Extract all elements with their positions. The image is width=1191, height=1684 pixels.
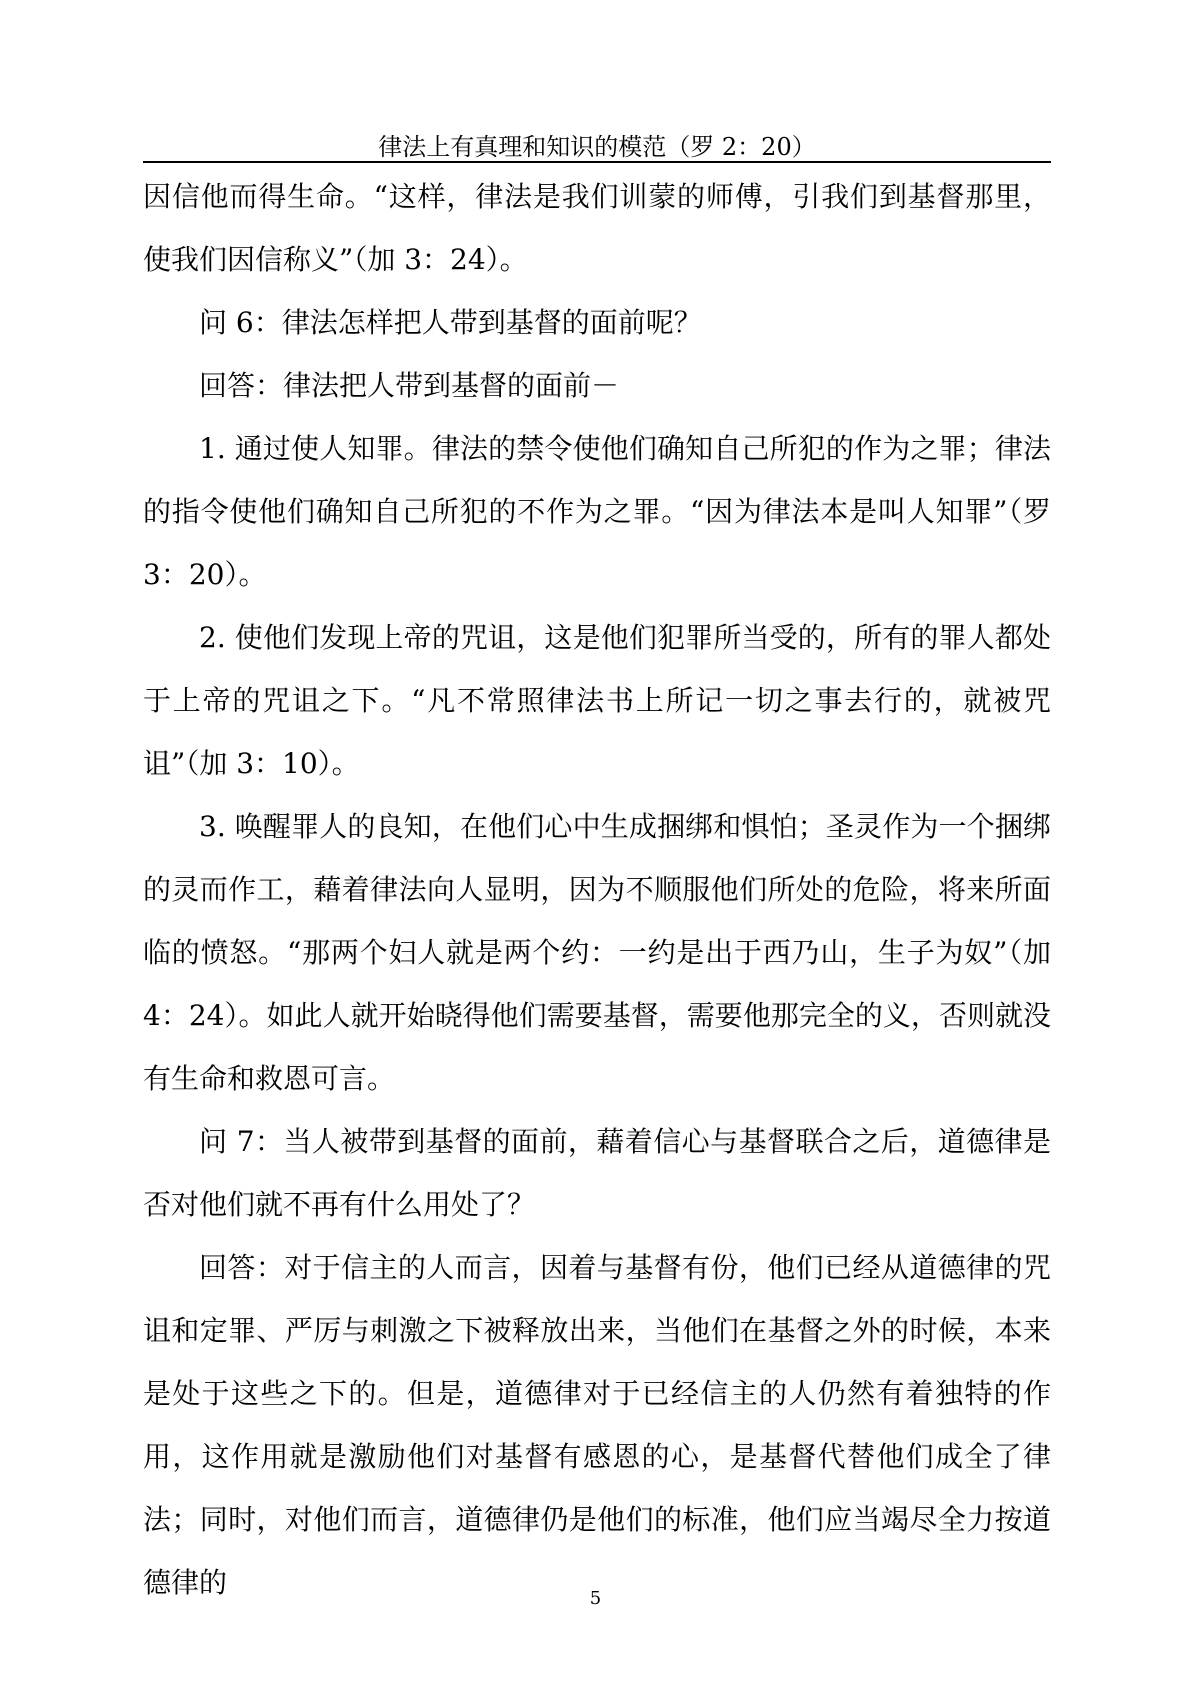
page-header-title: 律法上有真理和知识的模范（罗 2：20） [378,133,816,161]
paragraph-question-6: 问 6：律法怎样把人带到基督的面前呢？ [199,306,702,339]
paragraph-question-7: 问 7：当人被带到基督的面前，藉着信心与基督联合之后，道德律是否对他们就不再有什么用处了？ [143,1125,1051,1221]
paragraph-answer-6: 回答：律法把人带到基督的面前－ [199,369,620,402]
paragraph-point-3: 3. 唤醒罪人的良知，在他们心中生成捆绑和惧怕；圣灵作为一个捆绑的灵而作工，藉着律法向人显明，因为不顺服他们所处的危险，将来所面临的愤怒。“那两个妇人就是两个约：一约是出于西乃山，生子为奴”（加 4：24）。如此人就开始晓得他们需要基督，需要他那完全的义，否则就没有生命和救恩可言。 [143,810,1051,1095]
body-text [143,165,1051,1614]
paragraph-point-2: 2. 使他们发现上帝的咒诅，这是他们犯罪所当受的，所有的罪人都处于上帝的咒诅之下。“凡不常照律法书上所记一切之事去行的，就被咒诅”（加 3：10）。 [143,621,1051,780]
paragraph-point-1: 1. 通过使人知罪。律法的禁令使他们确知自己所犯的作为之罪；律法的指令使他们确知自己所犯的不作为之罪。“因为律法本是叫人知罪”（罗 3：20）。 [143,432,1051,591]
header-divider [143,161,1051,163]
paragraph-answer-7: 回答：对于信主的人而言，因着与基督有份，他们已经从道德律的咒诅和定罪、严厉与刺激之下被释放出来，当他们在基督之外的时候，本来是处于这些之下的。但是，道德律对于已经信主的人仍然有着独特的作用，这作用就是激励他们对基督有感恩的心，是基督代替他们成全了律法；同时，对他们而言，道德律仍是他们的标准，他们应当竭尽全力按道德律的 [143,1251,1051,1599]
page-number: 5 [589,1588,602,1609]
paragraph-continuation: 因信他而得生命。“这样，律法是我们训蒙的师傅，引我们到基督那里，使我们因信称义”（加 3：24）。 [143,180,1051,276]
